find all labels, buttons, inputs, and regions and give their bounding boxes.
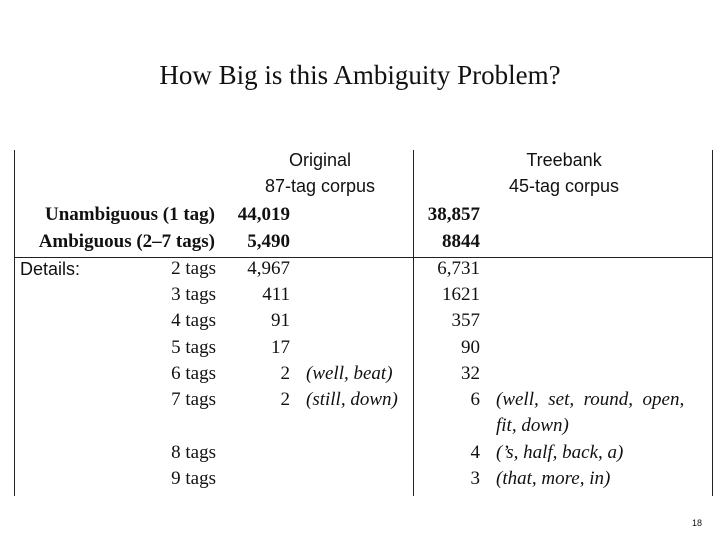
slide-title: How Big is this Ambiguity Problem? (159, 60, 561, 90)
header-treebank: Treebank (526, 150, 602, 170)
detail-treebank: 357 (451, 310, 480, 331)
details-label: Details: (20, 259, 81, 279)
summary-treebank: 8844 (442, 231, 480, 252)
header-original-corpus: 87-tag corpus (264, 176, 376, 196)
table-right-border (712, 150, 713, 496)
detail-tags: 7 tags (171, 389, 216, 410)
detail-tags: 6 tags (171, 363, 216, 384)
detail-treebank: 3 (470, 468, 480, 489)
detail-original: 411 (262, 284, 290, 305)
detail-tags: 8 tags (171, 442, 216, 463)
detail-treebank: 90 (461, 337, 480, 358)
detail-treebank: 32 (461, 363, 480, 384)
table-left-border (14, 150, 15, 496)
summary-original: 44,019 (237, 204, 290, 225)
page-number: 18 (691, 518, 702, 528)
detail-treebank: 4 (470, 442, 480, 463)
detail-treebank: 6 (470, 389, 480, 410)
detail-treebank-example: (that, more, in) (496, 468, 611, 489)
summary-original: 5,490 (247, 231, 290, 252)
summary-treebank: 38,857 (427, 204, 480, 225)
detail-tags: 2 tags (171, 258, 216, 279)
detail-original: 2 (280, 389, 290, 410)
summary-label: Unambiguous (1 tag) (45, 204, 215, 225)
detail-original-example: (well, beat) (306, 363, 393, 384)
detail-tags: 9 tags (171, 468, 216, 489)
detail-original: 17 (271, 337, 290, 358)
detail-original: 2 (280, 363, 290, 384)
header-treebank-corpus: 45-tag corpus (508, 176, 620, 196)
detail-tags: 4 tags (171, 310, 216, 331)
detail-original: 91 (271, 310, 290, 331)
detail-treebank-example-cont: fit, down) (496, 415, 569, 436)
header-original: Original (288, 150, 352, 170)
details-separator (14, 257, 713, 258)
detail-treebank-example: (’s, half, back, a) (496, 442, 624, 463)
detail-treebank: 1621 (442, 284, 480, 305)
detail-treebank: 6,731 (437, 258, 480, 279)
summary-label: Ambiguous (2–7 tags) (38, 231, 215, 252)
detail-original: 4,967 (247, 258, 290, 279)
detail-treebank-example: (well, set, round, open, (496, 389, 685, 410)
detail-tags: 5 tags (171, 337, 216, 358)
detail-original-example: (still, down) (306, 389, 398, 410)
detail-tags: 3 tags (171, 284, 216, 305)
